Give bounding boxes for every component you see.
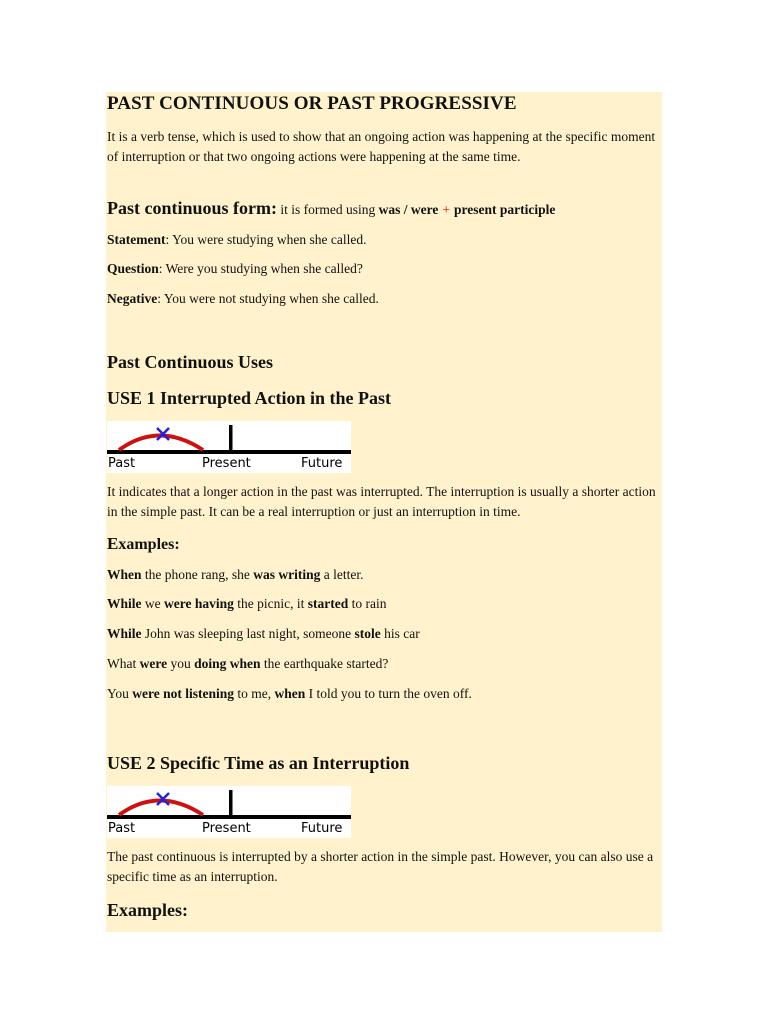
form-plus: + <box>442 202 450 217</box>
example-text-segment: the picnic, it <box>233 596 308 611</box>
document-page <box>106 92 662 932</box>
example-sentence <box>107 656 388 672</box>
example-text-segment: we <box>141 596 165 611</box>
timeline-future-label: Future <box>301 821 343 836</box>
timeline-future-label: Future <box>301 456 343 471</box>
example-text-segment: John was sleeping last night, someone <box>141 626 355 641</box>
example-text-segment: You <box>107 686 133 701</box>
timeline-past-label: Past <box>108 456 136 471</box>
use2-timeline-diagram <box>107 786 351 838</box>
negative-line <box>107 291 379 307</box>
use1-timeline-graphic <box>107 421 351 457</box>
example-text-segment: What <box>107 656 140 671</box>
use2-examples-heading: Examples: <box>107 900 188 920</box>
example-bold-segment: While <box>107 626 142 641</box>
question-text: : Were you studying when she called? <box>158 261 363 276</box>
present-marker <box>229 425 233 452</box>
use1-timeline-diagram <box>107 421 351 473</box>
use1-heading: USE 1 Interrupted Action in the Past <box>107 388 392 408</box>
example-bold-segment: was writing <box>253 567 321 582</box>
example-sentence <box>107 626 420 642</box>
use2-heading: USE 2 Specific Time as an Interruption <box>107 753 410 773</box>
example-sentence <box>107 567 363 583</box>
form-line <box>107 198 555 219</box>
negative-text: : You were not studying when she called. <box>157 291 379 306</box>
example-bold-segment: started <box>307 596 349 611</box>
example-text-segment: his car <box>380 626 420 641</box>
form-aux: was / were <box>378 202 439 217</box>
statement-label: Statement <box>107 232 166 247</box>
use2-description: The past continuous is interrupted by a shorter action in the simple past. However, you can also use a specific time as an interruption. <box>107 849 654 884</box>
timeline-past-label: Past <box>108 821 136 836</box>
timeline-present-label: Present <box>202 821 251 836</box>
page-title: PAST CONTINUOUS OR PAST PROGRESSIVE <box>107 93 517 114</box>
present-marker <box>229 790 233 817</box>
uses-heading: Past Continuous Uses <box>107 352 274 372</box>
example-text-segment: the earthquake started? <box>260 656 389 671</box>
examples-heading-cap: E <box>107 534 119 553</box>
question-line <box>107 261 363 277</box>
example-sentence <box>107 596 387 612</box>
use1-examples-heading <box>107 534 180 554</box>
example-text-segment: I told you to turn the oven off. <box>305 686 472 701</box>
example-bold-segment: were having <box>164 596 234 611</box>
example-text-segment: to me, <box>234 686 275 701</box>
negative-label: Negative <box>107 291 158 306</box>
example-bold-segment: were not listening <box>132 686 235 701</box>
example-bold-segment: doing when <box>194 656 261 671</box>
example-sentence <box>107 686 472 702</box>
form-participle: present participle <box>454 202 556 217</box>
example-text-segment: you <box>167 656 195 671</box>
example-bold-segment: were <box>139 656 168 671</box>
form-heading: Past continuous form: <box>107 198 277 218</box>
example-bold-segment: When <box>107 567 142 582</box>
question-label: Question <box>107 261 159 276</box>
use2-timeline-graphic <box>107 786 351 822</box>
statement-line <box>107 232 366 248</box>
form-text: it is formed using <box>277 202 379 217</box>
example-text-segment: the phone rang, she <box>141 567 254 582</box>
timeline-present-label: Present <box>202 456 251 471</box>
example-bold-segment: when <box>274 686 306 701</box>
examples-heading-rest: xamples: <box>118 536 180 553</box>
use1-description: It indicates that a longer action in the past was interrupted. The interruption is usually a shorter action in the simple past. It can be a real interruption or just an interruption in time. <box>107 484 656 519</box>
statement-text: : You were studying when she called. <box>165 232 367 247</box>
example-bold-segment: stole <box>354 626 381 641</box>
example-text-segment: a letter. <box>320 567 364 582</box>
example-text-segment: to rain <box>348 596 387 611</box>
intro-paragraph: It is a verb tense, which is used to show that an ongoing action was happening at the specific moment of interruption or that two ongoing actions were happening at the same time. <box>107 129 656 164</box>
example-bold-segment: While <box>107 596 142 611</box>
